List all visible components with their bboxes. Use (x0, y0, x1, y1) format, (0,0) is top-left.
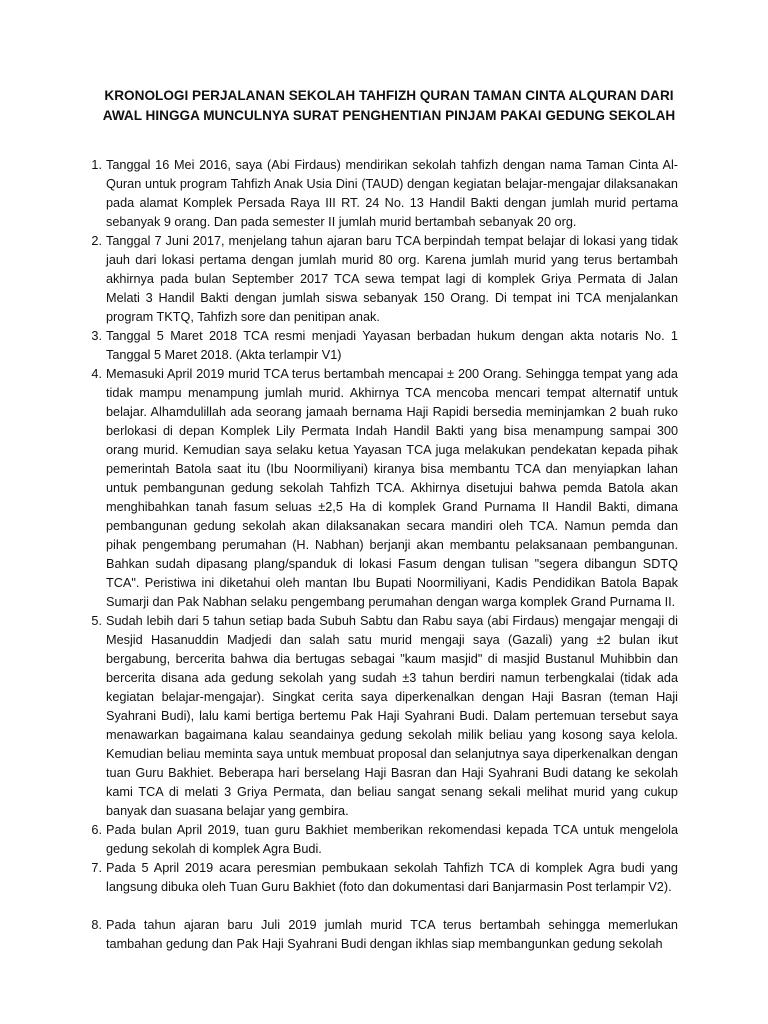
list-item-text: Sudah lebih dari 5 tahun setiap bada Subuh Sabtu dan Rabu saya (abi Firdaus) mengajar mengaji di Mesjid Hasanuddin Madjedi dan salah satu murid mengaji saya (Gazali) yang ±2 bulan ikut bergabung, bercerita bahwa dia bertugas sebagai "kaum masjid" di masjid Bustanul Muhibbin dan bercerita disana ada gedung sekolah yang sudah ±3 tahun berdiri namun terbengkalai (tidak ada kegiatan belajar-mengajar). Singkat cerita saya diperkenalkan dengan Haji Basran (teman Haji Syahrani Budi), lalu kami bertiga bertemu Pak Haji Syahrani Budi. Dalam pertemuan tersebut saya menawarkan bagaimana kalau seandainya gedung sekolah milik beliau yang kosong saya kelola. Kemudian beliau meminta saya untuk membuat proposal dan selanjutnya saya diperkenalkan dengan tuan Guru Bakhiet. Beberapa hari berselang Haji Basran dan Haji Syahrani Budi datang ke sekolah kami TCA di melati 3 Griya Permata, dan beliau sangat senang sekali melihat murid yang cukup banyak dan suasana belajar yang gembira. (106, 614, 678, 818)
list-item-number: 6. (91, 823, 102, 837)
list-item-text: Tanggal 5 Maret 2018 TCA resmi menjadi Yayasan berbadan hukum dengan akta notaris No. 1 Tanggal 5 Maret 2018. (Akta terlampir V1) (106, 329, 678, 362)
list-item-number: 5. (91, 614, 102, 628)
list-item (91, 327, 678, 365)
list-item-text: Tanggal 16 Mei 2016, saya (Abi Firdaus) mendirikan sekolah tahfizh dengan nama Taman Cinta Al-Quran untuk program Tahfizh Anak Usia Dini (TAUD) dengan kegiatan belajar-mengajar dilaksanakan pada alamat Komplek Persada Raya III RT. 24 No. 13 Handil Bakti dengan jumlah murid pertama sebanyak 9 orang. Dan pada semester II jumlah murid bertambah sebanyak 20 org. (106, 158, 678, 229)
list-item (91, 365, 678, 612)
list-item (91, 232, 678, 327)
list-item (91, 821, 678, 859)
chronology-list (91, 156, 678, 954)
list-item (91, 916, 678, 954)
list-item-text: Pada 5 April 2019 acara peresmian pembukaan sekolah Tahfizh TCA di komplek Agra budi yang langsung dibuka oleh Tuan Guru Bakhiet (foto dan dokumentasi dari Banjarmasin Post terlampir V2). (106, 861, 678, 894)
list-item (91, 156, 678, 232)
list-item (91, 612, 678, 821)
list-item-text: Tanggal 7 Juni 2017, menjelang tahun ajaran baru TCA berpindah tempat belajar di lokasi yang tidak jauh dari lokasi pertama dengan jumlah murid 80 org. Karena jumlah murid yang terus bertambah akhirnya pada bulan September 2017 TCA sewa tempat lagi di komplek Griya Permata di Jalan Melati 3 Handil Bakti dengan jumlah siswa sebanyak 150 Orang. Di tempat ini TCA menjalankan program TKTQ, Tahfizh sore dan penitipan anak. (106, 234, 678, 324)
list-item (91, 859, 678, 897)
document-title: KRONOLOGI PERJALANAN SEKOLAH TAHFIZH QURAN TAMAN CINTA ALQURAN DARI AWAL HINGGA MUNCULNYA SURAT PENGHENTIAN PINJAM PAKAI GEDUNG SEKOLAH (102, 88, 676, 123)
list-item-number: 1. (91, 158, 102, 172)
list-item-number: 2. (91, 234, 102, 248)
list-item-text: Memasuki April 2019 murid TCA terus bertambah mencapai ± 200 Orang. Sehingga tempat yang ada tidak mampu menampung jumlah murid. Akhirnya TCA mencoba mencari tempat alternatif untuk belajar. Alhamdulillah ada seorang jamaah bernama Haji Rapidi bersedia meminjamkan 2 buah ruko berlokasi di depan Komplek Lily Permata Indah Handil Bakti yang bisa menampung sampai 300 orang murid. Kemudian saya selaku ketua Yayasan TCA juga melakukan pendekatan kepada pihak pemerintah Batola saat itu (Ibu Noormiliyani) kiranya bisa membantu TCA dan menyiapkan lahan untuk pembangunan gedung sekolah Tahfizh TCA. Akhirnya disetujui bahwa pemda Batola akan menghibahkan tanah fasum seluas ±2,5 Ha di komplek Grand Purnama II Handil Bakti, dimana pembangunan gedung sekolah akan dilaksanakan secara mandiri oleh TCA. Namun pemda dan pihak pengembang perumahan (H. Nabhan) berjanji akan membantu pelaksanaan pembangunan. Bahkan sudah dipasang plang/spanduk di lokasi Fasum dengan tulisan "segera dibangun SDTQ TCA". Peristiwa ini diketahui oleh mantan Ibu Bupati Noormiliyani, Kadis Pendidikan Batola Bapak Sumarji dan Pak Nabhan selaku pengembang perumahan dengan warga komplek Grand Purnama II. (106, 367, 678, 609)
list-item-text: Pada bulan April 2019, tuan guru Bakhiet memberikan rekomendasi kepada TCA untuk mengelola gedung sekolah di komplek Agra Budi. (106, 823, 678, 856)
list-item-number: 7. (91, 861, 102, 875)
list-item-text: Pada tahun ajaran baru Juli 2019 jumlah murid TCA terus bertambah sehingga memerlukan tambahan gedung dan Pak Haji Syahrani Budi dengan ikhlas siap membangunkan gedung sekolah (106, 918, 678, 951)
list-item-number: 3. (91, 329, 102, 343)
list-item-number: 8. (91, 918, 102, 932)
list-item-number: 4. (91, 367, 102, 381)
